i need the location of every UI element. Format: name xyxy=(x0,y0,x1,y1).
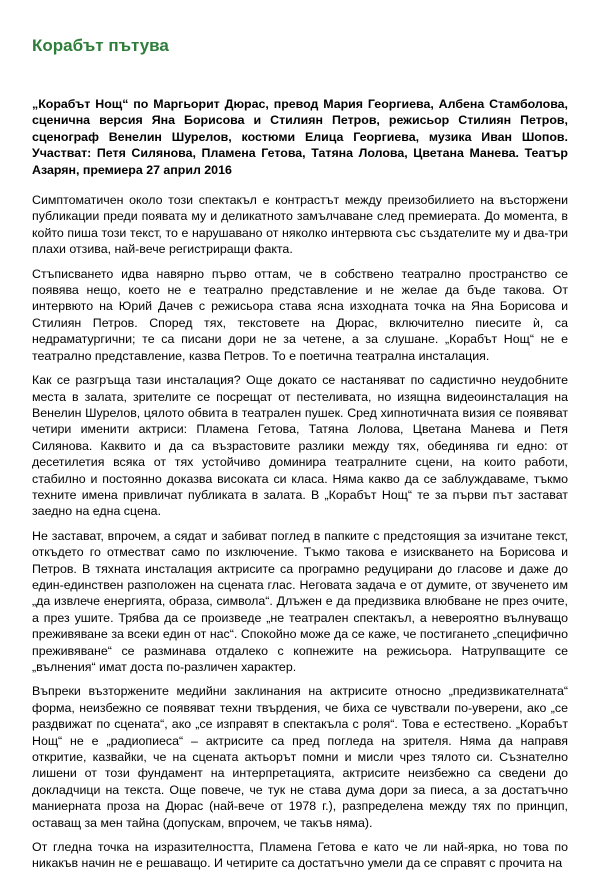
article-body xyxy=(32,192,568,872)
paragraph-6: От гледна точка на изразителността, Пламена Гетова е като че ли най-ярка, но това по никакъв начин не е решаващо. И четирите са достатъчно умели да се справят с прочита на xyxy=(32,840,568,871)
article-credits: „Корабът Нощ“ по Маргьорит Дюрас, превод Мария Георгиева, Албена Стамболова, сценична версия Яна Борисова и Стилиян Петров, режисьор Стилиян Петров, сценограф Венелин Шурелов, костюми Елица Георгиева, музика Иван Шопов. Участват: Петя Силянова, Пламена Гетова, Татяна Лолова, Цветана Манева. Театър Азарян, премиера 27 април 2016 xyxy=(32,97,568,177)
article-title: Корабът пътува xyxy=(32,36,169,55)
paragraph-3: Как се разгръща тази инсталация? Още докато се настаняват по садистично неудобните места в залата, зрителите се посрещат от пестеливата, но изящна видеоинсталация на Венелин Шурелов, цялото обвита в театрален пушек. Сред хипнотичната визия се появяват четири именити актриси: Пламена Гетова, Татяна Лолова, Цветана Манева и Петя Силянова. Каквито и да са възрастовите разлики между тях, обединява ги едно: от десетилетия всяка от тях устойчиво доминира театралните сцени, на които работи, стабилно и постоянно доказва високата си класа. Няма какво да се заблуждаваме, тъкмо техните имена привличат публиката в залата. В „Корабът Нощ“ те за първи път застават заедно на една сцена. xyxy=(32,373,568,519)
paragraph-2: Стъписването идва навярно първо оттам, че в собствено театрално пространство се появява нещо, което не е театрално представление и не желае да бъде такова. От интервюто на Юрий Дачев с режисьора става ясна изходната точка на Яна Борисова и Стилиян Петров. Според тях, текстовете на Дюрас, включително пиесите ѝ, са недраматургични; те са писани дори не за четене, а за слушане. „Корабът Нощ“ не е театрално представление, казва Петров. То е поетична театрална инсталация. xyxy=(32,266,568,363)
paragraph-5: Въпреки възторжените медийни заклинания на актрисите относно „предизвикателната“ форма, неизбежно се появяват техни твърдения, че биха се чувствали по-уверени, ако „се раздвижат по сцената“, ако „се изправят в спектакъла с роля“. Това е естествено. „Корабът Нощ“ не е „радиопиеса“ – актрисите са пред погледа на зрителя. Няма да направя откритие, казвайки, че на сцената актьорът помни и мисли чрез тялото си. Съзнателно лишени от този фундамент на интерпретацията, актрисите неизбежно са сведени до докладчици на текста. Още повече, че тук не става дума дори за пиеса, а за достатъчно маниерната проза на Дюрас (най-вече от 1978 г.), разпределена между тях по принцип, оставащ за мен тайна (допускам, впрочем, че такъв няма). xyxy=(32,684,568,830)
paragraph-4: Не застават, впрочем, а сядат и забиват поглед в папките с предстоящия за изчитане текст, откъдето го отместват само по изключение. Тъкмо такова е изискването на Борисова и Петров. В тяхната инсталация актрисите са програмно редуцирани до гласове и даже до един-единствен разположен на сцената глас. Неговата задача е от думите, от звученето им „да извлече енергията, образа, символа“. Длъжен е да предизвика влюбване не през очите, а през ушите. Трябва да се произведе „не театрален спектакъл, а невероятно вълнуващо преживяване за всеки един от нас“. Спокойно може да се каже, че постигането „специфично преживяване“ се разминава отдалеко с копнежите на режисьора. Натрупващите се „вълнения“ имат доста по-различен характер. xyxy=(32,528,568,674)
paragraph-1: Симптоматичен около този спектакъл е контрастът между преизобилието на въсторжени публикации преди появата му и деликатното замълчаване след премиерата. До момента, в който пиша този текст, то е нарушавано от няколко интервюта със създателите му и два-три плахи отзива, най-вече регистриращи факта. xyxy=(32,193,568,257)
article xyxy=(32,0,568,880)
